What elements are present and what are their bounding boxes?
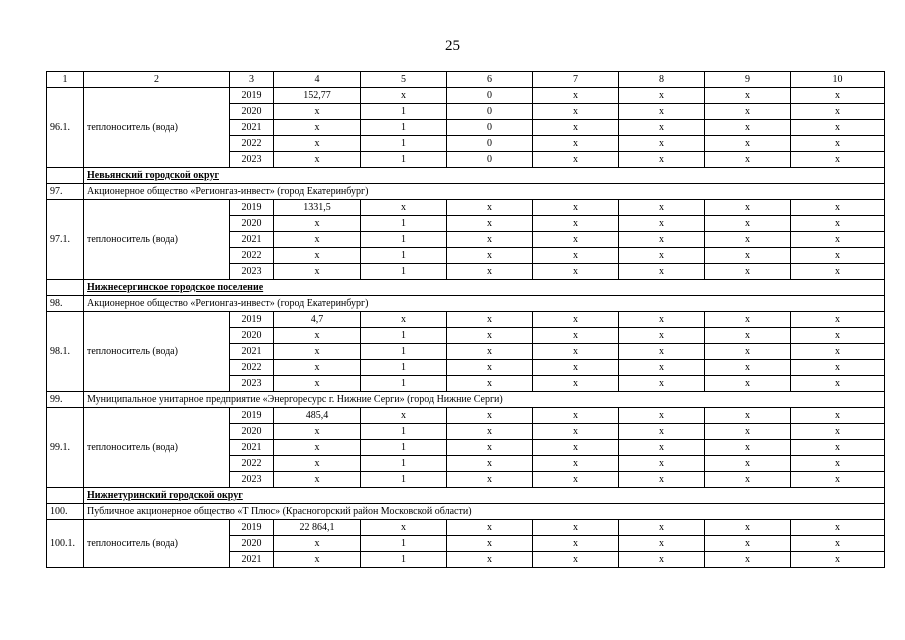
value-cell: x (705, 120, 791, 136)
value-cell: 1 (361, 440, 447, 456)
year-cell: 2021 (230, 344, 274, 360)
value-cell: x (361, 88, 447, 104)
tariff-table (46, 71, 885, 568)
section-num-cell (47, 280, 84, 296)
section-title: Нижнесергинское городское поселение (84, 280, 885, 296)
value-cell: x (447, 552, 533, 568)
value-cell: x (705, 152, 791, 168)
column-number: 2 (84, 72, 230, 88)
organization-row (47, 392, 885, 408)
section-num-cell (47, 488, 84, 504)
table-body (47, 72, 885, 568)
value-cell: x (447, 248, 533, 264)
value-cell: x (533, 376, 619, 392)
value-cell: x (274, 328, 361, 344)
value-cell: x (705, 376, 791, 392)
value-cell: x (533, 520, 619, 536)
year-cell: 2022 (230, 136, 274, 152)
value-cell: x (619, 344, 705, 360)
value-cell: x (705, 440, 791, 456)
value-cell: x (274, 536, 361, 552)
value-cell: x (533, 104, 619, 120)
value-cell: x (361, 408, 447, 424)
value-cell: x (619, 520, 705, 536)
value-cell: x (274, 424, 361, 440)
value-cell: x (791, 536, 885, 552)
item-number: 99.1. (47, 408, 84, 488)
value-cell: 1 (361, 472, 447, 488)
item-label: теплоноситель (вода) (84, 408, 230, 488)
year-cell: 2022 (230, 248, 274, 264)
value-cell: x (533, 88, 619, 104)
year-cell: 2021 (230, 552, 274, 568)
value-cell: x (533, 232, 619, 248)
value-cell: x (619, 120, 705, 136)
value-cell: x (705, 328, 791, 344)
year-cell: 2019 (230, 200, 274, 216)
value-cell: x (791, 264, 885, 280)
value-cell: 22 864,1 (274, 520, 361, 536)
value-cell: x (274, 360, 361, 376)
value-cell: x (705, 248, 791, 264)
value-cell: x (274, 456, 361, 472)
value-cell: x (619, 408, 705, 424)
value-cell: x (447, 312, 533, 328)
year-cell: 2019 (230, 88, 274, 104)
year-cell: 2022 (230, 360, 274, 376)
value-cell: x (705, 552, 791, 568)
value-cell: x (447, 232, 533, 248)
value-cell: 1331,5 (274, 200, 361, 216)
value-cell: 0 (447, 136, 533, 152)
value-cell: x (791, 232, 885, 248)
value-cell: x (705, 232, 791, 248)
organization-number: 98. (47, 296, 84, 312)
value-cell: 1 (361, 536, 447, 552)
value-cell: x (533, 152, 619, 168)
value-cell: x (619, 328, 705, 344)
value-cell: x (447, 440, 533, 456)
year-cell: 2019 (230, 408, 274, 424)
value-cell: x (447, 456, 533, 472)
organization-name: Акционерное общество «Регионгаз-инвест» (город Екатеринбург) (84, 184, 885, 200)
value-cell: 1 (361, 376, 447, 392)
value-cell: 152,77 (274, 88, 361, 104)
value-cell: x (705, 360, 791, 376)
value-cell: x (447, 360, 533, 376)
value-cell: x (791, 424, 885, 440)
year-cell: 2022 (230, 456, 274, 472)
year-row (47, 312, 885, 328)
year-cell: 2020 (230, 536, 274, 552)
value-cell: x (447, 216, 533, 232)
value-cell: x (361, 520, 447, 536)
value-cell: x (619, 472, 705, 488)
value-cell: 0 (447, 152, 533, 168)
value-cell: x (705, 536, 791, 552)
value-cell: x (533, 424, 619, 440)
column-number: 3 (230, 72, 274, 88)
value-cell: x (619, 376, 705, 392)
year-cell: 2021 (230, 440, 274, 456)
value-cell: 1 (361, 264, 447, 280)
value-cell: x (274, 264, 361, 280)
value-cell: x (533, 312, 619, 328)
value-cell: x (533, 472, 619, 488)
value-cell: 485,4 (274, 408, 361, 424)
column-number: 9 (705, 72, 791, 88)
section-row (47, 488, 885, 504)
value-cell: x (533, 344, 619, 360)
column-number: 1 (47, 72, 84, 88)
value-cell: 1 (361, 456, 447, 472)
year-row (47, 520, 885, 536)
value-cell: x (533, 408, 619, 424)
item-label: теплоноситель (вода) (84, 88, 230, 168)
value-cell: x (619, 88, 705, 104)
year-cell: 2020 (230, 328, 274, 344)
section-num-cell (47, 168, 84, 184)
value-cell: x (447, 200, 533, 216)
year-row (47, 88, 885, 104)
value-cell: x (274, 104, 361, 120)
value-cell: x (533, 536, 619, 552)
value-cell: x (791, 376, 885, 392)
item-number: 98.1. (47, 312, 84, 392)
value-cell: x (791, 408, 885, 424)
value-cell: x (361, 312, 447, 328)
column-numbers-row (47, 72, 885, 88)
value-cell: x (619, 152, 705, 168)
value-cell: x (533, 120, 619, 136)
value-cell: x (274, 120, 361, 136)
organization-row (47, 296, 885, 312)
value-cell: x (533, 216, 619, 232)
organization-row (47, 184, 885, 200)
value-cell: x (791, 312, 885, 328)
value-cell: x (619, 424, 705, 440)
value-cell: 0 (447, 104, 533, 120)
value-cell: x (705, 456, 791, 472)
value-cell: x (274, 344, 361, 360)
organization-number: 97. (47, 184, 84, 200)
value-cell: x (705, 88, 791, 104)
value-cell: x (791, 456, 885, 472)
value-cell: x (791, 248, 885, 264)
item-label: теплоноситель (вода) (84, 200, 230, 280)
column-number: 6 (447, 72, 533, 88)
value-cell: 1 (361, 136, 447, 152)
value-cell: x (619, 552, 705, 568)
value-cell: x (791, 440, 885, 456)
value-cell: x (274, 552, 361, 568)
column-number: 4 (274, 72, 361, 88)
value-cell: x (791, 472, 885, 488)
year-cell: 2023 (230, 472, 274, 488)
value-cell: x (447, 376, 533, 392)
organization-name: Публичное акционерное общество «Т Плюс» (Красногорский район Московской области) (84, 504, 885, 520)
value-cell: x (274, 152, 361, 168)
section-title: Нижнетуринский городской округ (84, 488, 885, 504)
value-cell: 1 (361, 120, 447, 136)
value-cell: x (705, 344, 791, 360)
value-cell: x (705, 408, 791, 424)
value-cell: x (274, 136, 361, 152)
year-cell: 2023 (230, 376, 274, 392)
value-cell: x (705, 424, 791, 440)
value-cell: x (619, 456, 705, 472)
year-cell: 2023 (230, 152, 274, 168)
value-cell: 1 (361, 424, 447, 440)
value-cell: x (447, 536, 533, 552)
value-cell: 1 (361, 344, 447, 360)
value-cell: x (705, 104, 791, 120)
value-cell: x (791, 520, 885, 536)
value-cell: x (619, 312, 705, 328)
value-cell: x (791, 328, 885, 344)
value-cell: x (533, 552, 619, 568)
value-cell: x (533, 440, 619, 456)
value-cell: x (791, 216, 885, 232)
value-cell: 0 (447, 120, 533, 136)
value-cell: x (447, 344, 533, 360)
year-cell: 2023 (230, 264, 274, 280)
value-cell: x (705, 264, 791, 280)
year-cell: 2019 (230, 312, 274, 328)
value-cell: x (705, 472, 791, 488)
value-cell: x (274, 232, 361, 248)
value-cell: x (791, 344, 885, 360)
page-number: 25 (445, 38, 460, 54)
value-cell: x (619, 360, 705, 376)
value-cell: 1 (361, 552, 447, 568)
year-cell: 2020 (230, 104, 274, 120)
value-cell: 1 (361, 104, 447, 120)
value-cell: x (274, 440, 361, 456)
year-row (47, 408, 885, 424)
value-cell: x (791, 104, 885, 120)
value-cell: x (533, 328, 619, 344)
value-cell: x (791, 88, 885, 104)
value-cell: 1 (361, 152, 447, 168)
value-cell: x (274, 216, 361, 232)
value-cell: x (705, 312, 791, 328)
year-cell: 2019 (230, 520, 274, 536)
value-cell: x (705, 216, 791, 232)
organization-row (47, 504, 885, 520)
value-cell: 0 (447, 88, 533, 104)
value-cell: x (705, 520, 791, 536)
column-number: 10 (791, 72, 885, 88)
value-cell: x (705, 200, 791, 216)
value-cell: x (274, 472, 361, 488)
year-cell: 2020 (230, 424, 274, 440)
value-cell: x (274, 376, 361, 392)
year-cell: 2021 (230, 120, 274, 136)
item-number: 100.1. (47, 520, 84, 568)
value-cell: x (533, 264, 619, 280)
value-cell: x (791, 552, 885, 568)
value-cell: x (533, 200, 619, 216)
year-row (47, 200, 885, 216)
value-cell: x (791, 152, 885, 168)
value-cell: x (619, 104, 705, 120)
value-cell: x (791, 136, 885, 152)
year-cell: 2020 (230, 216, 274, 232)
value-cell: x (361, 200, 447, 216)
value-cell: 1 (361, 360, 447, 376)
organization-name: Муниципальное унитарное предприятие «Энергоресурс г. Нижние Серги» (город Нижние Серги) (84, 392, 885, 408)
value-cell: x (705, 136, 791, 152)
value-cell: x (447, 424, 533, 440)
section-row (47, 280, 885, 296)
value-cell: x (447, 520, 533, 536)
value-cell: 1 (361, 328, 447, 344)
item-number: 96.1. (47, 88, 84, 168)
column-number: 8 (619, 72, 705, 88)
value-cell: x (533, 360, 619, 376)
value-cell: 1 (361, 216, 447, 232)
item-label: теплоноситель (вода) (84, 520, 230, 568)
value-cell: x (447, 264, 533, 280)
value-cell: x (619, 536, 705, 552)
value-cell: x (274, 248, 361, 264)
value-cell: x (619, 248, 705, 264)
value-cell: x (791, 360, 885, 376)
value-cell: x (619, 232, 705, 248)
year-cell: 2021 (230, 232, 274, 248)
value-cell: 1 (361, 232, 447, 248)
value-cell: x (619, 200, 705, 216)
item-label: теплоноситель (вода) (84, 312, 230, 392)
column-number: 7 (533, 72, 619, 88)
value-cell: x (619, 264, 705, 280)
value-cell: x (533, 456, 619, 472)
value-cell: x (447, 472, 533, 488)
value-cell: x (533, 136, 619, 152)
value-cell: x (619, 440, 705, 456)
column-number: 5 (361, 72, 447, 88)
value-cell: x (447, 408, 533, 424)
value-cell: x (619, 216, 705, 232)
value-cell: x (791, 200, 885, 216)
section-row (47, 168, 885, 184)
item-number: 97.1. (47, 200, 84, 280)
organization-number: 99. (47, 392, 84, 408)
section-title: Невьянский городской округ (84, 168, 885, 184)
value-cell: 1 (361, 248, 447, 264)
value-cell: x (533, 248, 619, 264)
organization-name: Акционерное общество «Регионгаз-инвест» (город Екатеринбург) (84, 296, 885, 312)
value-cell: x (619, 136, 705, 152)
value-cell: x (447, 328, 533, 344)
value-cell: 4,7 (274, 312, 361, 328)
organization-number: 100. (47, 504, 84, 520)
value-cell: x (791, 120, 885, 136)
